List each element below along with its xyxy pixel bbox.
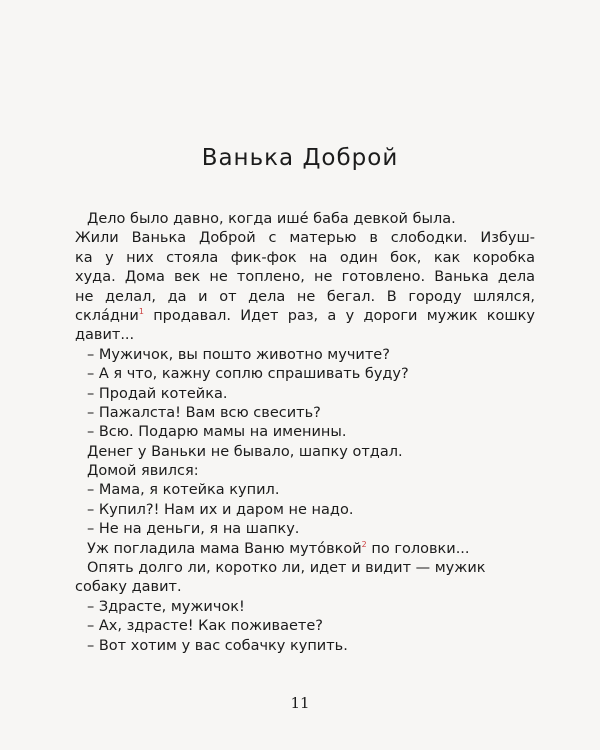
text-line: ка у них стояла фик-фок на один бок, как коробка xyxy=(75,249,535,266)
chapter-title: Ванька Доброй xyxy=(201,145,399,171)
text-line: не делал, да и от дела не бегал. В городу шлялся, xyxy=(75,288,535,305)
text-line: собаку давит. xyxy=(75,579,182,596)
dialogue-line: – А я что, кажну соплю спрашивать буду? xyxy=(87,366,409,383)
dialogue-line: – Всю. Подарю мамы на именины. xyxy=(87,424,347,441)
footnote-marker: 1 xyxy=(138,306,144,316)
text-line: давит... xyxy=(75,327,135,344)
dialogue-line: – Пажалста! Вам всю свесить? xyxy=(87,404,321,421)
footnote-marker: 2 xyxy=(361,539,367,549)
dialogue-line: – Продай котейка. xyxy=(87,385,228,402)
dialogue-line: – Здрасте, мужичок! xyxy=(87,598,245,615)
text-line: Жили Ванька Доброй с матерью в слободки. Избуш- xyxy=(75,230,535,247)
dialogue-line: Домой явился: xyxy=(87,463,199,480)
text-fragment: по головки... xyxy=(366,540,470,557)
story-text xyxy=(75,210,535,656)
text-line: Дело было давно, когда ишé баба девкой была. xyxy=(87,211,456,227)
dialogue-line: – Купил?! Нам их и даром не надо. xyxy=(87,501,354,518)
text-fragment: склáдни xyxy=(75,307,139,324)
dialogue-line: – Не на деньги, я на шапку. xyxy=(87,521,300,538)
dialogue-line: Денег у Ваньки не бывало, шапку отдал. xyxy=(87,443,403,460)
text-line xyxy=(75,307,535,326)
text-line: худа. Дома век не топлено, не готовлено. Ванька дела xyxy=(75,269,535,286)
text-line: Опять долго ли, коротко ли, идет и видит — мужик xyxy=(87,560,486,577)
text-fragment: Уж погладила мама Ваню мутóвкой xyxy=(87,540,362,557)
dialogue-line: – Мама, я котейка купил. xyxy=(87,482,280,499)
page-number: 11 xyxy=(290,694,310,712)
dialogue-line: – Ах, здрасте! Как поживаете? xyxy=(87,618,323,635)
dialogue-line: – Вот хотим у вас собачку купить. xyxy=(87,637,348,654)
text-line xyxy=(75,540,535,559)
dialogue-line: – Мужичок, вы пошто животно мучите? xyxy=(87,346,390,363)
text-fragment: продавал. Идет раз, а у дороги мужик кошку xyxy=(143,307,535,324)
